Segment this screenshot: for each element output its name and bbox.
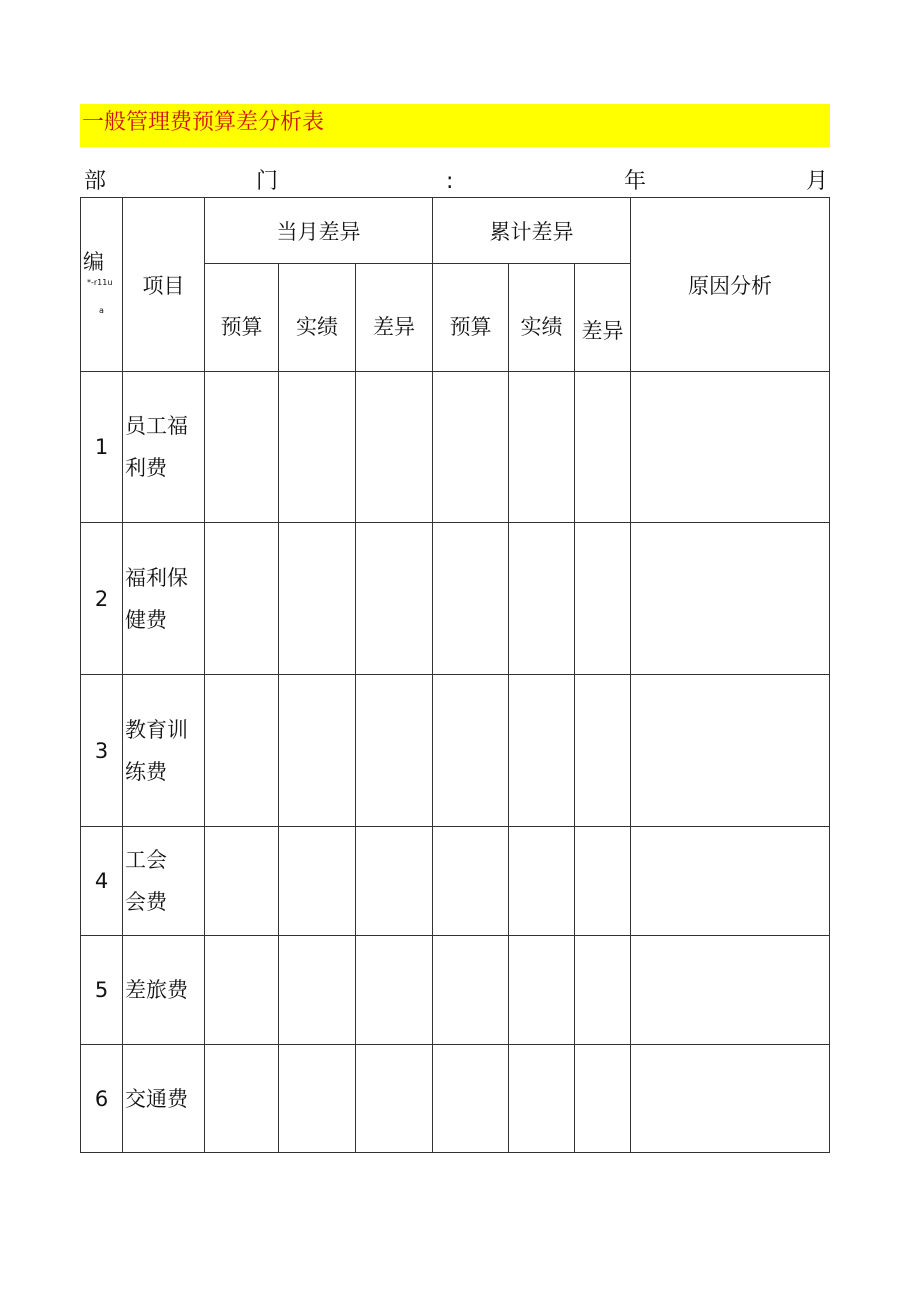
- cell-month-budget: [205, 372, 279, 523]
- cell-month-budget: [205, 675, 279, 827]
- cell-month-actual: [279, 372, 356, 523]
- sub-month-actual: 实绩: [279, 264, 356, 372]
- row-number: 2: [81, 523, 123, 675]
- sub-cum-diff: 差异: [575, 264, 631, 372]
- header-cum-group: 累计差异: [433, 198, 631, 264]
- row-item: 员工福 利费: [123, 372, 205, 523]
- row-number: 3: [81, 675, 123, 827]
- sub-cum-budget: 预算: [433, 264, 509, 372]
- year-label: 年: [624, 169, 647, 194]
- dept-char-2: 门: [256, 169, 279, 194]
- title-bar: [80, 104, 830, 147]
- cell-month-budget: [205, 936, 279, 1045]
- cell-reason: [631, 675, 830, 827]
- header-month-group: 当月差异: [205, 198, 433, 264]
- cell-month-actual: [279, 523, 356, 675]
- cell-month-actual: [279, 675, 356, 827]
- cell-month-diff: [356, 827, 433, 936]
- sub-month-budget: 预算: [205, 264, 279, 372]
- cell-reason: [631, 372, 830, 523]
- table-row: [81, 936, 830, 1045]
- dept-colon: :: [446, 169, 454, 194]
- table-row: [81, 372, 830, 523]
- cell-cum-actual: [509, 372, 575, 523]
- sub-month-diff: 差异: [356, 264, 433, 372]
- row-number: 1: [81, 372, 123, 523]
- cell-month-diff: [356, 1045, 433, 1153]
- cell-month-diff: [356, 936, 433, 1045]
- header-bian: [81, 198, 123, 372]
- meta-row: [80, 168, 830, 198]
- bian-noise-1: *-r11u: [87, 278, 113, 287]
- row-item: 教育训 练费: [123, 675, 205, 827]
- cell-cum-diff: [575, 523, 631, 675]
- cell-cum-diff: [575, 675, 631, 827]
- cell-cum-actual: [509, 936, 575, 1045]
- cell-month-budget: [205, 523, 279, 675]
- cell-month-budget: [205, 1045, 279, 1153]
- table-row: [81, 675, 830, 827]
- dept-char-1: 部: [84, 169, 107, 194]
- table-row: [81, 827, 830, 936]
- row-item: 工会 会费: [123, 827, 205, 936]
- cell-month-actual: [279, 936, 356, 1045]
- table-row: [81, 1045, 830, 1153]
- cell-cum-budget: [433, 675, 509, 827]
- cell-cum-diff: [575, 936, 631, 1045]
- header-item: 项目: [123, 198, 205, 372]
- cell-cum-actual: [509, 1045, 575, 1153]
- cell-reason: [631, 1045, 830, 1153]
- cell-month-budget: [205, 827, 279, 936]
- bian-noise-2: a: [99, 306, 104, 315]
- cell-cum-diff: [575, 372, 631, 523]
- cell-reason: [631, 523, 830, 675]
- cell-cum-budget: [433, 372, 509, 523]
- cell-month-diff: [356, 675, 433, 827]
- cell-cum-budget: [433, 936, 509, 1045]
- header-reason: 原因分析: [631, 198, 830, 372]
- cell-cum-diff: [575, 827, 631, 936]
- row-number: 5: [81, 936, 123, 1045]
- bian-label: 编: [83, 250, 104, 274]
- cell-cum-budget: [433, 1045, 509, 1153]
- analysis-table: [80, 197, 830, 1153]
- row-number: 6: [81, 1045, 123, 1153]
- cell-cum-actual: [509, 523, 575, 675]
- sub-cum-actual: 实绩: [509, 264, 575, 372]
- cell-cum-budget: [433, 827, 509, 936]
- cell-cum-actual: [509, 675, 575, 827]
- month-label: 月: [806, 169, 829, 194]
- row-item: 交通费: [123, 1045, 205, 1153]
- cell-cum-actual: [509, 827, 575, 936]
- row-number: 4: [81, 827, 123, 936]
- cell-month-diff: [356, 372, 433, 523]
- row-item: 福利保 健费: [123, 523, 205, 675]
- cell-month-actual: [279, 827, 356, 936]
- cell-month-diff: [356, 523, 433, 675]
- cell-cum-budget: [433, 523, 509, 675]
- cell-reason: [631, 936, 830, 1045]
- table-row: [81, 523, 830, 675]
- cell-month-actual: [279, 1045, 356, 1153]
- cell-cum-diff: [575, 1045, 631, 1153]
- row-item: 差旅费: [123, 936, 205, 1045]
- cell-reason: [631, 827, 830, 936]
- page-title: 一般管理费预算差分析表: [82, 110, 325, 135]
